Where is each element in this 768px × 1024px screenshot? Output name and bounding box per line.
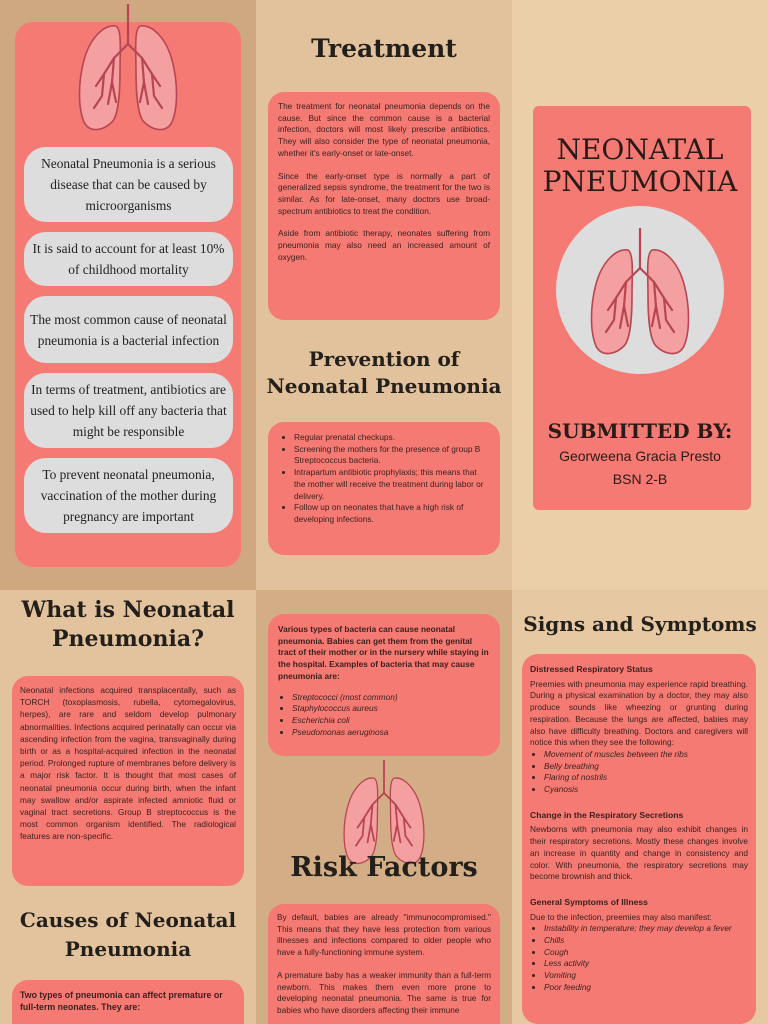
list-item: • Cyanosis xyxy=(544,784,748,796)
list-item: • Instability in temperature; they may develop a fever xyxy=(544,923,748,935)
course-label: BSN 2-B xyxy=(612,471,668,487)
signs-body: Newborns with pneumonia may also exhibit changes in their respiratory secretions. Mostly these changes involve an increase in quantity and change in consistency and color. With pneumonia, the respiratory secretions may become brownish and thick. xyxy=(530,824,748,882)
list-item: • Staphylococcus aureus xyxy=(292,703,490,715)
what-is-card: Neonatal infections acquired transplacentally, such as TORCH (toxoplasmosis, rubella, cytomegalovirus, herpes), are rare and seldom develop pulmonary abnormalities. Infections acquired perinatally can occur via ascending infection from the vagina, transvaginally during birth or as a hospital-acquired infection in the neonatal period. Prolonged rupture of membranes before delivery is a major risk factor. It is thought that most cases of neonatal pneumonia occur during birth, when the infant may swallow and/or aspirate infected amniotic fluid or vaginal tract secretions. Group B streptococcus is the most common organism identified. The radiological features are non-specific. xyxy=(12,676,244,886)
prevention-title-line: Neonatal Pneumonia xyxy=(266,374,502,398)
fact-bubble: To prevent neonatal pneumonia, vaccination of the mother during pregnancy are important xyxy=(24,458,233,533)
treatment-panel xyxy=(256,0,512,590)
signs-list xyxy=(530,749,748,796)
list-item: • Poor feeding xyxy=(544,982,748,994)
fact-bubble: In terms of treatment, antibiotics are used to help kill off any bacteria that might be responsible xyxy=(24,373,233,448)
risk-paragraph: A premature baby has a weaker immunity than a full-term newborn. This makes them even more prone to developing neonatal pneumonia. The same is true for babies who have disorders affecting their immune xyxy=(277,969,491,1015)
list-item: • Intrapartum antibiotic prophylaxis; this means that the mother will receive the treatment during labor or delivery. xyxy=(294,467,490,502)
prevention-title xyxy=(256,346,512,400)
prevention-list xyxy=(280,432,490,526)
fact-bubble: Neonatal Pneumonia is a serious disease that can be caused by microorganisms xyxy=(24,147,233,222)
signs-panel xyxy=(512,590,768,1024)
treatment-paragraph: Aside from antibiotic therapy, neonates suffering from pneumonia may also need an increased amount of oxygen. xyxy=(278,228,490,262)
signs-card xyxy=(522,654,756,1024)
treatment-paragraph: The treatment for neonatal pneumonia depends on the cause. But since the common cause is a bacterial infection, doctors will most likely prescribe antibiotics. They will also consider the type of neonatal pneumonia, whether it's early-onset or late-onset. xyxy=(278,101,490,158)
what-is-panel xyxy=(0,590,256,1024)
signs-body: Preemies with pneumonia may experience rapid breathing. During a physical examination by a doctor, they may also produce sounds like wheezing or grunting during respiration. Because the lungs are affected, babies may also have difficulty breathing. Doctors and caregivers will notice this when they see the following: xyxy=(530,678,748,748)
bacteria-intro: Various types of bacteria can cause neonatal pneumonia. Babies can get them from the genital tract of their mother or in the nursery while staying in the hospital. Examples of bacteria that may cause pneumonia are: xyxy=(278,624,489,681)
what-is-title xyxy=(0,596,256,654)
treatment-card xyxy=(268,92,500,320)
list-item: • Escherichia coli xyxy=(292,715,490,727)
what-is-title-line: Pneumonia? xyxy=(52,626,204,652)
list-item: • Flaring of nostrils xyxy=(544,772,748,784)
signs-subheading: Change in the Respiratory Secretions xyxy=(530,809,684,820)
list-item: • Vomiting xyxy=(544,970,748,982)
causes-title-line: Pneumonia xyxy=(64,937,192,961)
list-item: • Regular prenatal checkups. xyxy=(294,432,490,444)
lungs-icon xyxy=(570,228,710,364)
fact-bubble: It is said to account for at least 10% of childhood mortality xyxy=(24,232,233,286)
risk-title: Risk Factors xyxy=(290,852,478,883)
treatment-title: Treatment xyxy=(311,34,457,63)
signs-body: Due to the infection, preemies may also manifest: xyxy=(530,911,712,922)
fact-bubble: The most common cause of neonatal pneumonia is a bacterial infection xyxy=(24,296,233,363)
signs-title: Signs and Symptoms xyxy=(523,612,757,636)
cover-title xyxy=(512,134,768,198)
causes-title-line: Causes of Neonatal xyxy=(19,908,237,932)
list-item: • Streptococci (most common) xyxy=(292,692,490,704)
risk-paragraph: By default, babies are already "immunocompromised." This means that they have less protection from various illnesses and infections compared to older people who have a fully-functioning immune system. xyxy=(277,912,491,958)
causes-card: Two types of pneumonia can affect premature or full-term neonates. They are: xyxy=(12,980,244,1024)
list-item: • Movement of muscles between the ribs xyxy=(544,749,748,761)
cover-panel xyxy=(512,0,768,590)
list-item: • Cough xyxy=(544,947,748,959)
treatment-paragraph: Since the early-onset type is normally a part of generalized sepsis syndrome, the treatment for the two is similar. As for late-onset, many doctors use broad-spectrum antibiotics to treat the condition. xyxy=(278,170,490,216)
what-is-title-line: What is Neonatal xyxy=(21,597,235,623)
author-name: Georweena Gracia Presto xyxy=(559,448,721,464)
lungs-icon xyxy=(58,4,198,140)
list-item: • Follow up on neonates that have a high risk of developing infections. xyxy=(294,502,490,525)
facts-panel xyxy=(0,0,256,590)
list-item: • Screening the mothers for the presence of group B Streptococcus bacteria. xyxy=(294,444,490,467)
bacteria-list xyxy=(278,692,490,739)
list-item: • Belly breathing xyxy=(544,761,748,773)
signs-list xyxy=(530,923,748,993)
bacteria-panel xyxy=(256,590,512,1024)
signs-subheading: General Symptoms of Illness xyxy=(530,896,648,907)
cover-title-line: NEONATAL xyxy=(556,133,724,166)
causes-title xyxy=(0,906,256,964)
cover-title-line: PNEUMONIA xyxy=(542,165,738,198)
list-item: • Less activity xyxy=(544,958,748,970)
risk-card xyxy=(268,904,500,1024)
list-item: • Pseudomonas aeruginosa xyxy=(292,727,490,739)
prevention-card xyxy=(268,422,500,555)
list-item: • Chills xyxy=(544,935,748,947)
signs-subheading: Distressed Respiratory Status xyxy=(530,664,653,674)
bacteria-card xyxy=(268,614,500,756)
prevention-title-line: Prevention of xyxy=(308,347,460,371)
submitted-label: SUBMITTED BY: xyxy=(547,419,733,443)
